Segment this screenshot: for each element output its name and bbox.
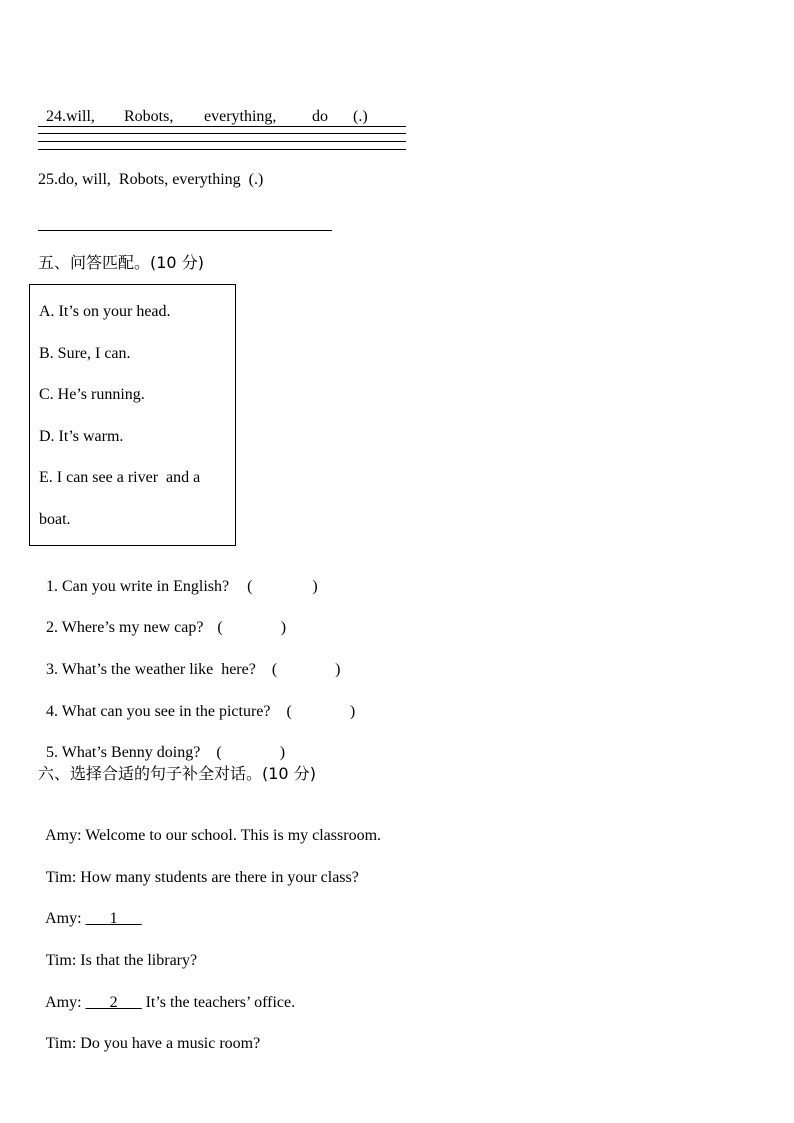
q24-word-5: (.) [353, 108, 368, 125]
option-c: C. He’s running. [39, 386, 145, 403]
question-3-open-paren: ( [271, 661, 278, 678]
option-e-continued: boat. [39, 511, 71, 528]
option-a: A. It’s on your head. [39, 303, 171, 320]
option-b: B. Sure, I can. [39, 345, 131, 362]
question-5-open-paren: ( [216, 744, 222, 761]
question-2-open-paren: ( [217, 619, 223, 636]
q24-answer-line-4[interactable] [38, 149, 406, 150]
question-2 [38, 598, 286, 638]
dialogue-line-2-text: How many students are there in your class? [80, 869, 359, 886]
dialogue-line-4-speaker: Tim: [45, 952, 77, 969]
dialogue-line-5 [38, 973, 295, 1013]
question-1-text: 1. Can you write in English? [46, 578, 230, 595]
dialogue-line-6-text: Do you have a music room? [80, 1035, 261, 1052]
dialogue-line-2-speaker: Tim: [45, 869, 77, 886]
q24-answer-line-2[interactable] [38, 133, 406, 134]
question-4 [38, 682, 355, 722]
q24-word-4: do [312, 108, 328, 125]
options-box [29, 284, 236, 546]
dialogue-line-1 [38, 806, 381, 846]
question-5-text: 5. What’s Benny doing? [46, 744, 201, 761]
question-3-text: 3. What’s the weather like here? [46, 661, 256, 678]
question-4-open-paren: ( [286, 703, 292, 720]
q24-line [38, 87, 368, 127]
option-d: D. It’s warm. [39, 428, 124, 445]
dialogue-blank-1[interactable]: ___1___ [85, 910, 142, 927]
question-2-close-paren: ) [280, 619, 287, 636]
dialogue-line-1-text: Welcome to our school. This is my classroom. [85, 827, 382, 844]
section5-title: 五、问答匹配。(10 分) [38, 253, 204, 272]
dialogue-line-4-text: Is that the library? [80, 952, 198, 969]
q24-answer-line-1[interactable] [38, 126, 406, 127]
question-1 [38, 557, 318, 597]
question-5 [38, 723, 285, 763]
dialogue-line-3 [38, 889, 142, 929]
question-1-close-paren: ) [312, 578, 318, 595]
dialogue-line-5-text: It’s the teachers’ office. [145, 994, 296, 1011]
q24-word-1: will, [66, 108, 95, 125]
dialogue-line-4 [38, 931, 197, 971]
question-4-text: 4. What can you see in the picture? [46, 703, 271, 720]
dialogue-line-6-speaker: Tim: [45, 1035, 77, 1052]
question-4-close-paren: ) [349, 703, 356, 720]
q25-answer-line[interactable] [38, 230, 332, 231]
dialogue-line-1-speaker: Amy: [45, 827, 82, 844]
question-1-open-paren: ( [247, 578, 253, 595]
dialogue-line-6 [38, 1014, 260, 1054]
question-2-text: 2. Where’s my new cap? [46, 619, 204, 636]
q24-answer-line-3[interactable] [38, 141, 406, 142]
question-3-close-paren: ) [335, 661, 341, 678]
q25-line: 25.do, will, Robots, everything (.) [38, 171, 264, 188]
dialogue-line-2 [38, 848, 359, 888]
q24-number: 24. [46, 108, 66, 125]
q24-word-2: Robots, [124, 108, 174, 125]
section6-title: 六、选择合适的句子补全对话。(10 分) [38, 764, 316, 783]
question-5-close-paren: ) [279, 744, 286, 761]
option-e: E. I can see a river and a [39, 469, 201, 486]
dialogue-line-3-speaker: Amy: [45, 910, 82, 927]
question-3 [38, 640, 341, 680]
dialogue-line-5-speaker: Amy: [45, 994, 82, 1011]
q24-word-3: everything, [204, 108, 277, 125]
dialogue-blank-2[interactable]: ___2___ [85, 994, 142, 1011]
